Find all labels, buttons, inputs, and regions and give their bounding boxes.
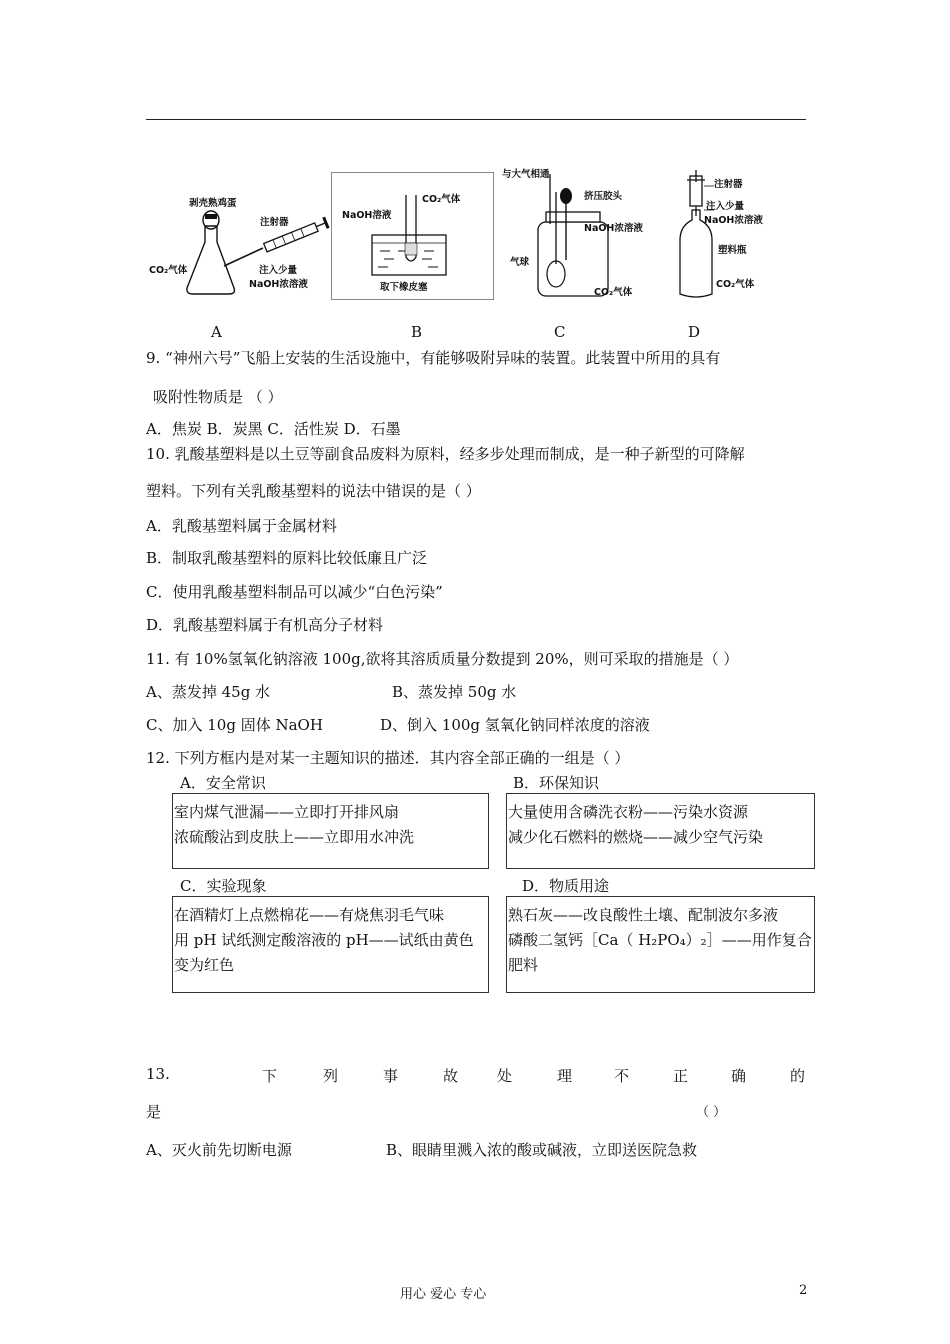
label-egg: 剥壳熟鸡蛋: [189, 198, 237, 209]
q11-option-c: C、加入 10g 固体 NaOH: [146, 716, 323, 734]
label-syringe: 注射器: [714, 179, 743, 190]
q12-box-d: [506, 896, 815, 993]
q10-option-d: D．乳酸基塑料属于有机高分子材料: [146, 616, 384, 634]
figure-c: [498, 164, 670, 300]
q11-option-b: B、蒸发掉 50g 水: [392, 683, 517, 701]
q13-option-a: A、灭火前先切断电源: [146, 1141, 292, 1159]
q12-box-a-title: A．安全常识: [180, 774, 266, 792]
q13-char: 事: [383, 1067, 399, 1085]
label-bottle: 塑料瓶: [718, 245, 747, 256]
figure-a: [143, 178, 330, 302]
q12-box-d-line: 熟石灰——改良酸性土壤、配制波尔多液: [508, 906, 779, 924]
q12-stem: 12. 下列方框内是对某一主题知识的描述．其内容全部正确的一组是（ ）: [146, 749, 630, 767]
label-co2: CO₂气体: [422, 194, 461, 205]
q11-option-d: D、倒入 100g 氢氧化钠同样浓度的溶液: [380, 716, 650, 734]
figure-letter-a: A: [211, 323, 222, 341]
footer-motto: 用心 爱心 专心: [400, 1287, 487, 1302]
label-inject: 注入少量: [259, 265, 298, 276]
page-number: 2: [799, 1283, 808, 1298]
label-air: 与大气相通: [502, 169, 550, 180]
label-naoh: NaOH浓溶液: [704, 215, 763, 226]
q12-box-b: [506, 793, 815, 869]
label-co2: CO₂气体: [716, 279, 755, 290]
q13-char: 处: [497, 1067, 513, 1085]
q10-option-b: B．制取乳酸基塑料的原料比较低廉且广泛: [146, 549, 428, 567]
q9-stem-line1: 9. “神州六号”飞船上安装的生活设施中，有能够吸附异味的装置。此装置中所用的具有: [146, 349, 721, 367]
q13-char: 故: [443, 1067, 459, 1085]
q13-char: 下: [262, 1067, 278, 1085]
figure-letter-b: B: [411, 323, 423, 341]
q10-option-a: A．乳酸基塑料属于金属材料: [146, 517, 337, 535]
q9-stem-line2: 吸附性物质是 （ ）: [153, 388, 283, 406]
q13-char: 确: [731, 1067, 747, 1085]
q12-box-b-line: 减少化石燃料的燃烧——减少空气污染: [508, 828, 764, 846]
figure-letter-c: C: [554, 323, 566, 341]
q13-char: 不: [614, 1067, 630, 1085]
q13-char: 列: [323, 1067, 339, 1085]
q12-box-a-line: 室内煤气泄漏——立即打开排风扇: [174, 803, 400, 821]
q12-box-d-title: D．物质用途: [522, 877, 610, 895]
label-co2: CO₂气体: [594, 287, 633, 298]
q12-box-d-line: 肥料: [508, 956, 539, 974]
q13-char: 的: [790, 1067, 806, 1085]
label-inject: 注入少量: [706, 201, 745, 212]
q11-option-a: A、蒸发掉 45g 水: [146, 683, 271, 701]
figure-b: [331, 172, 494, 300]
q12-box-c-line: 在酒精灯上点燃棉花——有烧焦羽毛气味: [174, 906, 445, 924]
label-bulb: 挤压胶头: [584, 191, 623, 202]
label-syringe: 注射器: [260, 217, 289, 228]
q13-char: 正: [673, 1067, 689, 1085]
q12-box-b-title: B．环保知识: [513, 774, 600, 792]
label-remove-stopper: 取下橡皮塞: [380, 282, 428, 293]
q13-number: 13.: [146, 1065, 170, 1083]
label-naoh: NaOH浓溶液: [584, 223, 643, 234]
q13-stem-line2: 是: [146, 1103, 162, 1121]
q13-option-b: B、眼睛里溅入浓的酸或碱液，立即送医院急救: [386, 1141, 698, 1159]
q11-stem: 11. 有 10%氢氧化钠溶液 100g,欲将其溶质质量分数提到 20%，则可采取的措施是（ ）: [146, 650, 739, 668]
label-balloon: 气球: [510, 257, 530, 268]
q13-paren: （ ）: [696, 1105, 727, 1120]
q10-stem-line1: 10. 乳酸基塑料是以土豆等副食品废料为原料，经多步处理而制成，是一种子新型的可降解: [146, 445, 745, 463]
figure-letter-d: D: [688, 323, 701, 341]
q9-options: A．焦炭 B．炭黑 C．活性炭 D．石墨: [146, 420, 401, 438]
q12-box-b-line: 大量使用含磷洗衣粉——污染水资源: [508, 803, 749, 821]
figure-d: [670, 170, 810, 302]
q10-stem-line2: 塑料。下列有关乳酸基塑料的说法中错误的是（ ）: [146, 482, 481, 500]
label-naoh: NaOH浓溶液: [249, 279, 308, 290]
header-rule: [146, 119, 806, 120]
q10-option-c: C．使用乳酸基塑料制品可以减少“白色污染”: [146, 583, 443, 601]
label-co2: CO₂气体: [149, 265, 188, 276]
q12-box-d-line: 磷酸二氢钙［Ca（ H₂PO₄）₂］——用作复合: [508, 931, 812, 949]
label-naoh-solution: NaOH溶液: [342, 210, 392, 221]
q12-box-a: [172, 793, 489, 869]
q12-box-c-line: 变为红色: [174, 956, 235, 974]
q12-box-c-title: C．实验现象: [180, 877, 267, 895]
q12-box-c: [172, 896, 489, 993]
q12-box-c-line: 用 pH 试纸测定酸溶液的 pH——试纸由黄色: [174, 931, 474, 949]
q12-box-a-line: 浓硫酸沾到皮肤上——立即用水冲洗: [174, 828, 415, 846]
q13-char: 理: [557, 1067, 573, 1085]
